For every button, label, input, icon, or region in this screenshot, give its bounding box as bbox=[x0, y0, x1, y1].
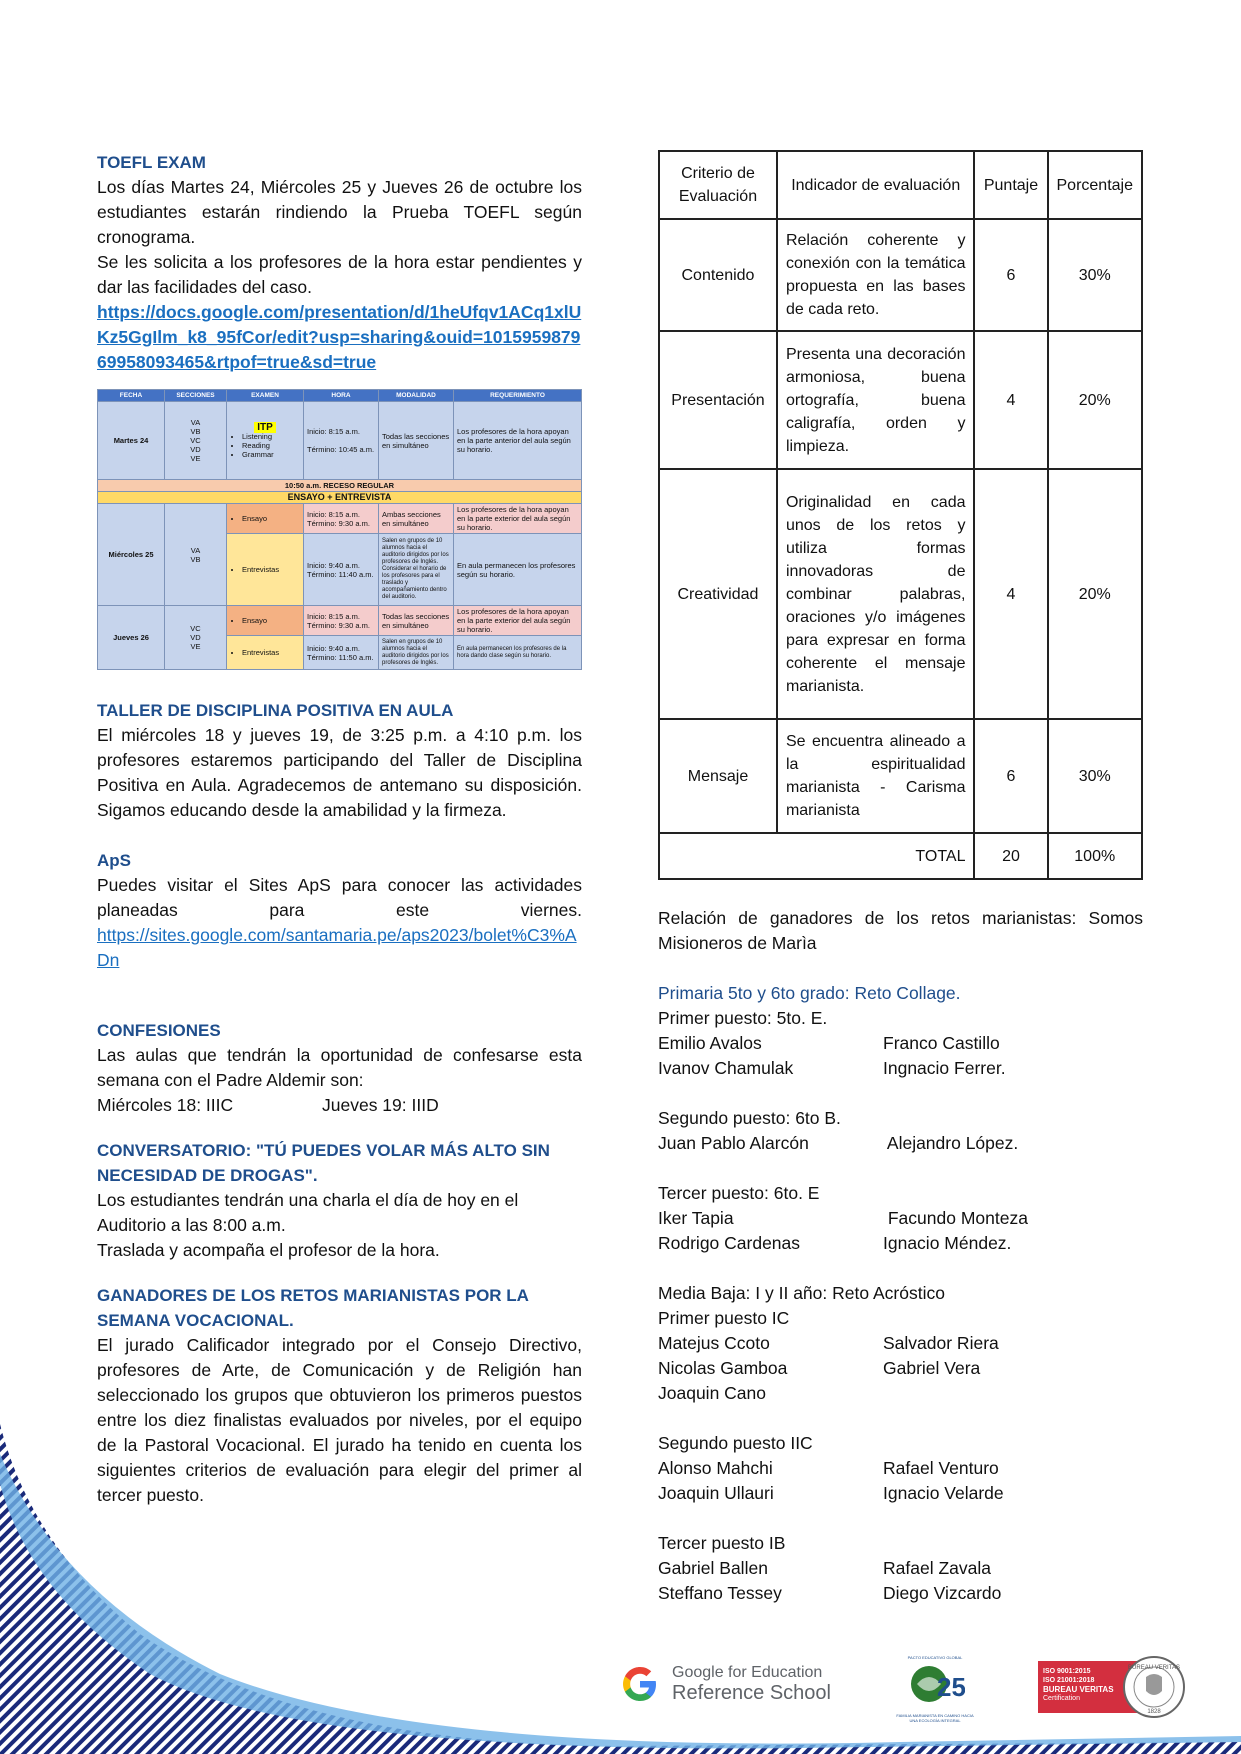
section: VD bbox=[190, 445, 201, 454]
exam-item: • Listening bbox=[242, 432, 300, 441]
sched-exam bbox=[227, 504, 304, 534]
toefl-title: TOEFL EXAM bbox=[97, 153, 206, 172]
ganadores-title: GANADORES DE LOS RETOS MARIANISTAS POR LA SEMANA VOCACIONAL. bbox=[97, 1286, 529, 1330]
eval-row bbox=[659, 331, 1142, 469]
sched-sections bbox=[165, 402, 227, 480]
sched-date: Martes 24 bbox=[98, 402, 165, 480]
eval-porcentaje: 20% bbox=[1048, 469, 1143, 719]
sched-mode: Todas las secciones en simultáneo bbox=[379, 606, 454, 636]
winner-name: Gabriel Ballen bbox=[658, 1558, 768, 1578]
section: VA bbox=[190, 418, 201, 427]
hour-end: Término: 11:40 a.m. bbox=[307, 569, 374, 579]
winners-intro: Relación de ganadores de los retos marianistas: Somos Misioneros de Marìa bbox=[658, 908, 1143, 953]
ganadores-text: El jurado Calificador integrado por el Consejo Directivo, profesores de Arte, de Comunicación y de Religión han seleccionado los grupos que obtuvieron los primeros puestos entre los diez finalistas evaluados por niveles, por el equipo de la Pastoral Vocacional. El jurado ha tenido en cuenta los siguientes criterios de evaluación para elegir del primer al tercer puesto. bbox=[97, 1335, 582, 1505]
winner-name: Joaquin Cano bbox=[658, 1383, 766, 1403]
winner-name: Nicolas Gamboa bbox=[658, 1358, 788, 1378]
section: VB bbox=[190, 427, 201, 436]
eval-criterio: Mensaje bbox=[659, 719, 777, 833]
sched-exam bbox=[227, 606, 304, 636]
itp-badge: ITP bbox=[254, 422, 276, 433]
winner-name: Ingnacio Ferrer. bbox=[883, 1058, 1006, 1078]
sched-mode: Ambas secciones en simultáneo bbox=[379, 504, 454, 534]
sched-header: FECHA bbox=[98, 390, 165, 402]
taller-title: TALLER DE DISCIPLINA POSITIVA EN AULA bbox=[97, 701, 454, 720]
sched-req: Los profesores de la hora apoyan en la parte anterior del aula según su horario. bbox=[454, 402, 582, 480]
toefl-request: Se les solicita a los profesores de la hora estar pendientes y dar las facilidades del caso. bbox=[97, 252, 582, 297]
hour-start: Inicio: 9:40 a.m. bbox=[307, 560, 360, 570]
sched-sections bbox=[165, 504, 227, 606]
ensayo-entrevista-row: ENSAYO + ENTREVISTA bbox=[98, 492, 582, 504]
pacto-title: PACTO EDUCATIVO GLOBAL bbox=[907, 1655, 963, 1660]
exam-item: • Reading bbox=[242, 441, 300, 450]
winner-names-row bbox=[658, 1331, 1143, 1356]
conversatorio-note: Traslada y acompaña el profesor de la hora. bbox=[97, 1240, 440, 1260]
winner-place: Primer puesto: 5to. E. bbox=[658, 1008, 828, 1028]
eval-header: Criterio de Evaluación bbox=[659, 151, 777, 219]
sched-exam bbox=[227, 636, 304, 670]
eval-row bbox=[659, 719, 1142, 833]
winner-names-row bbox=[658, 1381, 1143, 1406]
eval-puntaje: 6 bbox=[974, 219, 1047, 331]
hour-end: Término: 9:30 a.m. bbox=[307, 518, 370, 528]
winner-name: Ignacio Méndez. bbox=[883, 1233, 1012, 1253]
eval-header: Puntaje bbox=[974, 151, 1047, 219]
conversatorio-text: Los estudiantes tendrán una charla el día de hoy en el Auditorio a las 8:00 a.m. bbox=[97, 1190, 519, 1235]
hour-start: Inicio: 8:15 a.m. bbox=[307, 427, 360, 436]
section: VC bbox=[190, 624, 201, 633]
section: VB bbox=[190, 554, 201, 564]
iso-label: ISO 9001:2015 bbox=[1043, 1668, 1091, 1675]
section: VD bbox=[190, 633, 201, 642]
eval-header: Indicador de evaluación bbox=[777, 151, 975, 219]
exam-item: • Entrevistas bbox=[242, 648, 300, 657]
spacer bbox=[658, 1081, 1143, 1106]
media-title: Media Baja: I y II año: Reto Acróstico bbox=[658, 1283, 945, 1303]
eval-total-porcentaje: 100% bbox=[1048, 833, 1143, 879]
iso-label: ISO 21001:2018 bbox=[1043, 1677, 1095, 1684]
toefl-paragraph: Los días Martes 24, Miércoles 25 y Jueves 26 de octubre los estudiantes estarán rindiendo la Prueba TOEFL según cronograma. bbox=[97, 177, 582, 247]
winner-name: Steffano Tessey bbox=[658, 1583, 782, 1603]
eval-total-puntaje: 20 bbox=[974, 833, 1047, 879]
winner-name: Rafael Zavala bbox=[883, 1558, 991, 1578]
winner-name: Salvador Riera bbox=[883, 1333, 999, 1353]
svg-text:25: 25 bbox=[937, 1672, 965, 1702]
exam-item: • Entrevistas bbox=[242, 565, 300, 574]
winner-name: Ivanov Chamulak bbox=[658, 1058, 794, 1078]
eval-criterio: Creatividad bbox=[659, 469, 777, 719]
sched-req: En aula permanecen los profesores según su horario. bbox=[454, 534, 582, 606]
sched-hour bbox=[304, 504, 379, 534]
winner-name: Alejandro López. bbox=[883, 1133, 1019, 1153]
eval-indicador: Relación coherente y conexión con la temática propuesta en las bases de cada reto. bbox=[777, 219, 975, 331]
sched-header: HORA bbox=[304, 390, 379, 402]
conversatorio-title: CONVERSATORIO: "TÚ PUEDES VOLAR MÁS ALTO SIN NECESIDAD DE DROGAS". bbox=[97, 1141, 550, 1185]
section: VC bbox=[190, 436, 201, 445]
winner-names-row bbox=[658, 1356, 1143, 1381]
winner-name: Facundo Monteza bbox=[883, 1208, 1028, 1228]
exam-item: • Ensayo bbox=[242, 616, 300, 625]
sched-header: MODALIDAD bbox=[379, 390, 454, 402]
aps-title: ApS bbox=[97, 851, 131, 870]
winner-names-row bbox=[658, 1131, 1143, 1156]
sched-hour bbox=[304, 402, 379, 480]
winner-names-row bbox=[658, 1056, 1143, 1081]
winner-name: Iker Tapia bbox=[658, 1208, 734, 1228]
eval-total-label: TOTAL bbox=[659, 833, 974, 879]
seal-text: BUREAU VERITAS bbox=[1128, 1665, 1180, 1671]
sched-sections bbox=[165, 606, 227, 670]
winner-place: Segundo puesto IIC bbox=[658, 1433, 813, 1453]
winner-name: Joaquin Ullauri bbox=[658, 1483, 774, 1503]
receso-row: 10:50 a.m. RECESO REGULAR bbox=[98, 480, 582, 492]
confesion-day: Miércoles 18: IIIC bbox=[97, 1095, 234, 1115]
eval-criterio: Presentación bbox=[659, 331, 777, 469]
winner-names-row bbox=[658, 1206, 1143, 1231]
winner-name: Juan Pablo Alarcón bbox=[658, 1133, 809, 1153]
hour-start: Inicio: 8:15 a.m. bbox=[307, 509, 360, 519]
winner-place: Tercer puesto IB bbox=[658, 1533, 786, 1553]
winner-name: Diego Vizcardo bbox=[883, 1583, 1002, 1603]
eval-indicador: Originalidad en cada unos de los retos y utiliza formas innovadoras de combinar palabras, oraciones y/o imágenes para expresar en forma coherente el mensaje marianista. bbox=[777, 469, 975, 719]
winner-place: Segundo puesto: 6to B. bbox=[658, 1108, 841, 1128]
winner-name: Rodrigo Cardenas bbox=[658, 1233, 801, 1253]
winner-name: Franco Castillo bbox=[883, 1033, 1000, 1053]
winner-name: Alonso Mahchi bbox=[658, 1458, 773, 1478]
sched-mode: Salen en grupos de 10 alumnos hacia el auditorio dirigidos por los profesores de Inglés. Considerar el horario de los profesores para el traslado y acompañamiento dentro del auditorio. bbox=[379, 534, 454, 606]
winner-name: Rafael Venturo bbox=[883, 1458, 999, 1478]
aps-text: Puedes visitar el Sites ApS para conocer las actividades planeadas para este viernes. bbox=[97, 875, 582, 920]
sched-hour bbox=[304, 534, 379, 606]
aps-link[interactable]: https://sites.google.com/santamaria.pe/aps2023/bolet%C3%ADn bbox=[97, 925, 577, 970]
eval-porcentaje: 30% bbox=[1048, 219, 1143, 331]
eval-row bbox=[659, 219, 1142, 331]
sched-date: Jueves 26 bbox=[98, 606, 165, 670]
hour-end: Término: 10:45 a.m. bbox=[307, 445, 375, 454]
primaria-title: Primaria 5to y 6to grado: Reto Collage. bbox=[658, 983, 961, 1003]
exam-item: • Ensayo bbox=[242, 514, 300, 523]
sched-exam bbox=[227, 402, 304, 480]
exam-item: • Grammar bbox=[242, 450, 300, 459]
sched-mode: Todas las secciones en simultáneo bbox=[379, 402, 454, 480]
hour-start: Inicio: 9:40 a.m. bbox=[307, 643, 360, 653]
google-line2: Reference School bbox=[672, 1682, 831, 1704]
bureau-veritas-label: BUREAU VERITAS bbox=[1043, 1685, 1114, 1694]
seal-year: 1828 bbox=[1147, 1709, 1161, 1715]
toefl-schedule-table bbox=[97, 389, 582, 670]
sched-hour bbox=[304, 636, 379, 670]
pacto-caption: FAMILIA MARIANISTA EN CAMINO HACIA UNA ECOLOGÍA INTEGRAL bbox=[896, 1713, 974, 1723]
sched-header: REQUERIMIENTO bbox=[454, 390, 582, 402]
evaluation-table bbox=[658, 150, 1143, 880]
winner-name: Gabriel Vera bbox=[883, 1358, 981, 1378]
winner-names-row bbox=[658, 1031, 1143, 1056]
decorative-wave bbox=[0, 1424, 1241, 1754]
confesiones-title: CONFESIONES bbox=[97, 1021, 221, 1040]
certification-label: Certification bbox=[1043, 1695, 1080, 1702]
eval-total-row bbox=[659, 833, 1142, 879]
eval-indicador: Se encuentra alineado a la espiritualidad marianista - Carisma marianista bbox=[777, 719, 975, 833]
sched-req: En aula permanecen los profesores de la hora dando clase según su horario. bbox=[454, 636, 582, 670]
sched-header: SECCIONES bbox=[165, 390, 227, 402]
sched-hour bbox=[304, 606, 379, 636]
sched-mode: Salen en grupos de 10 alumnos hacia el auditorio dirigidos por los profesores de Inglés. bbox=[379, 636, 454, 670]
eval-porcentaje: 20% bbox=[1048, 331, 1143, 469]
toefl-link[interactable]: https://docs.google.com/presentation/d/1heUfqv1ACq1xlUKz5GgIlm_k8_95fCor/edit?usp=sharing&ouid=101595987969958093465&rtpof=true&sd=true bbox=[97, 302, 582, 372]
primaria-winners bbox=[658, 1006, 1143, 1256]
winner-name: Emilio Avalos bbox=[658, 1033, 762, 1053]
right-column bbox=[658, 150, 1143, 1606]
hour-end: Término: 9:30 a.m. bbox=[307, 620, 370, 630]
winner-place: Primer puesto IC bbox=[658, 1308, 790, 1328]
eval-indicador: Presenta una decoración armoniosa, buena ortografía, buena caligrafía, orden y limpieza. bbox=[777, 331, 975, 469]
sched-header: EXAMEN bbox=[227, 390, 304, 402]
eval-puntaje: 4 bbox=[974, 331, 1047, 469]
confesion-day: Jueves 19: IIID bbox=[322, 1095, 439, 1115]
confesiones-days bbox=[97, 1093, 582, 1118]
left-column bbox=[97, 150, 582, 1508]
eval-porcentaje: 30% bbox=[1048, 719, 1143, 833]
eval-row bbox=[659, 469, 1142, 719]
section: VA bbox=[190, 545, 201, 555]
eval-puntaje: 4 bbox=[974, 469, 1047, 719]
sched-req: Los profesores de la hora apoyan en la parte exterior del aula según su horario. bbox=[454, 504, 582, 534]
confesiones-text: Las aulas que tendrán la oportunidad de confesarse esta semana con el Padre Aldemir son: bbox=[97, 1045, 582, 1090]
taller-text: El miércoles 18 y jueves 19, de 3:25 p.m. a 4:10 p.m. los profesores estaremos participando del Taller de Disciplina Positiva en Aula. Agradecemos de antemano su disposición. Sigamos educando desde la amabilidad y la firmeza. bbox=[97, 725, 582, 820]
sched-exam bbox=[227, 534, 304, 606]
winner-name: Ignacio Velarde bbox=[883, 1483, 1004, 1503]
eval-criterio: Contenido bbox=[659, 219, 777, 331]
sched-date: Miércoles 25 bbox=[98, 504, 165, 606]
google-line1: Google for Education bbox=[672, 1664, 823, 1681]
eval-header: Porcentaje bbox=[1048, 151, 1143, 219]
winner-names-row bbox=[658, 1231, 1143, 1256]
section: VE bbox=[190, 454, 201, 463]
section: VE bbox=[190, 642, 201, 651]
hour-end: Término: 11:50 a.m. bbox=[307, 652, 374, 662]
sched-req: Los profesores de la hora apoyan en la parte exterior del aula según su horario. bbox=[454, 606, 582, 636]
eval-puntaje: 6 bbox=[974, 719, 1047, 833]
winner-place: Tercer puesto: 6to. E bbox=[658, 1183, 820, 1203]
winner-name: Matejus Ccoto bbox=[658, 1333, 770, 1353]
spacer bbox=[658, 1156, 1143, 1181]
hour-start: Inicio: 8:15 a.m. bbox=[307, 611, 360, 621]
